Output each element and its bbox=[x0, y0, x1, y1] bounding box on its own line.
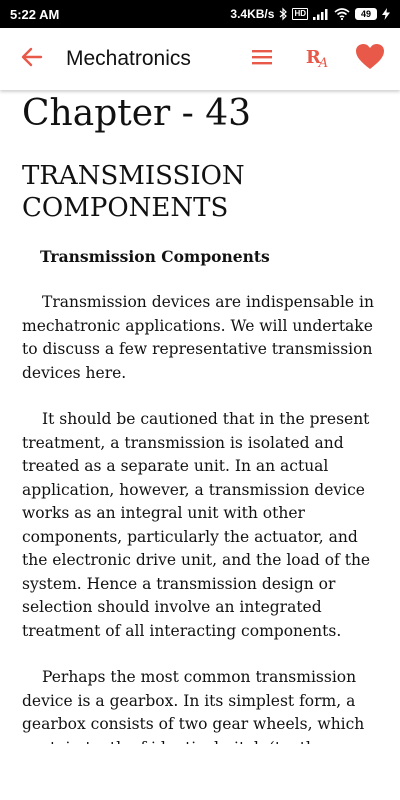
heart-icon bbox=[355, 43, 385, 75]
bottom-blank-area bbox=[0, 744, 400, 800]
charging-icon bbox=[382, 8, 390, 20]
hd-icon: HD bbox=[294, 9, 306, 18]
status-time: 5:22 AM bbox=[10, 6, 60, 22]
menu-button[interactable] bbox=[246, 43, 278, 75]
wifi-icon bbox=[334, 8, 350, 20]
subheading: Transmission Components bbox=[40, 247, 270, 266]
paragraph: Perhaps the most common transmission device is a gearbox. In its simplest form, a gearbox consists of two gear wheels, which bbox=[22, 668, 365, 733]
font-size-button[interactable] bbox=[300, 43, 332, 75]
favorite-button[interactable] bbox=[354, 43, 386, 75]
chapter-title: Chapter - 43 bbox=[22, 93, 252, 134]
paragraph: It should be cautioned that in the present treatment, a transmission is isolated and treated as a separate unit. In an actual application, however, a transmission device works as an integral unit with other components, particularly the actuator, and the electronic drive unit, and the load of the system. Hence a transmission design or selection should involve an integrated treatment of all interacting components. bbox=[22, 410, 371, 640]
signal-icon bbox=[313, 8, 329, 20]
battery-icon: 49 bbox=[355, 8, 377, 20]
hamburger-menu-icon bbox=[251, 48, 273, 71]
paragraph: Transmission devices are indispensable in mechatronic applications. We will undertake to discuss a few representative transmission devices here. bbox=[22, 293, 374, 382]
back-button[interactable] bbox=[14, 41, 50, 77]
arrow-left-icon bbox=[21, 47, 43, 72]
font-size-icon bbox=[306, 47, 326, 71]
bluetooth-icon bbox=[279, 8, 287, 20]
status-bar bbox=[0, 0, 400, 28]
app-bar bbox=[0, 28, 400, 90]
font-icon-letter: R bbox=[305, 47, 319, 68]
app-title: Mechatronics bbox=[66, 47, 191, 70]
chapter-content[interactable] bbox=[0, 90, 400, 744]
status-icons bbox=[230, 7, 390, 21]
section-title: TRANSMISSION COMPONENTS bbox=[22, 161, 245, 223]
network-speed: 3.4KB/s bbox=[230, 7, 275, 21]
font-icon-sub-letter: A bbox=[318, 56, 327, 71]
app-actions bbox=[246, 43, 386, 75]
